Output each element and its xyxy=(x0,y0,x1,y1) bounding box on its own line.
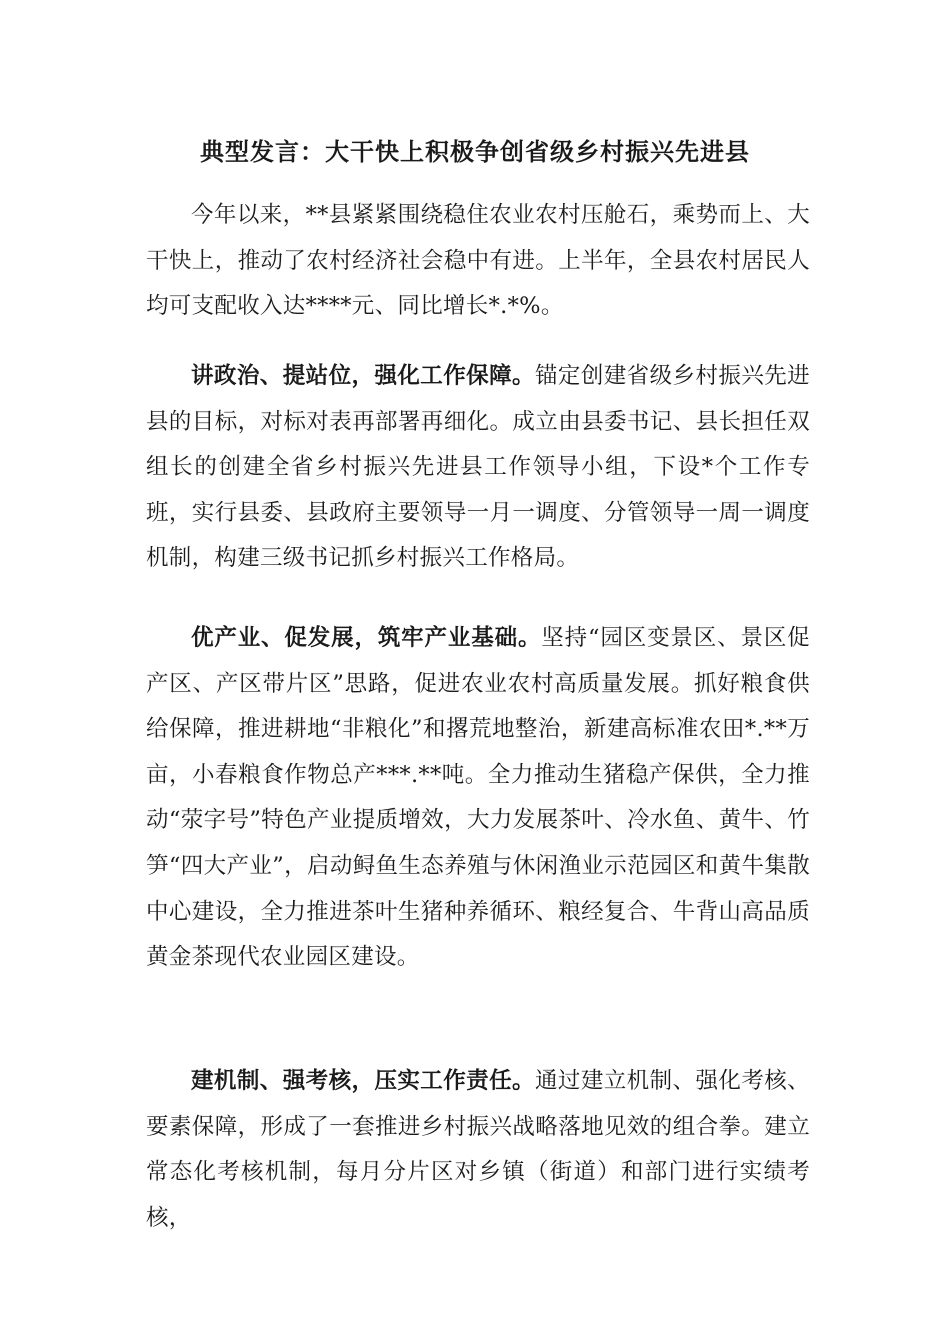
section-body: 锚定创建省级乡村振兴先进县的目标，对标对表再部署再细化。成立由县委书记、县长担任双组长的创建全省乡村振兴先进县工作领导小组，下设*个工作专班，实行县委、县政府主要领导一月一调度、分管领导一周一调度机制，构建三级书记抓乡村振兴工作格局。 xyxy=(146,363,810,572)
document-title: 典型发言：大干快上积极争创省级乡村振兴先进县 xyxy=(200,138,750,166)
section-heading: 建机制、强考核，压实工作责任。 xyxy=(191,1068,535,1094)
section-paragraph-politics xyxy=(146,354,810,582)
section-heading: 优产业、促发展，筑牢产业基础。 xyxy=(191,625,542,651)
section-paragraph-mechanism xyxy=(146,1059,810,1241)
section-body: 坚持“园区变景区、景区促产区、产区带片区”思路，促进农业农村高质量发展。抓好粮食供给保障，推进耕地“非粮化”和撂荒地整治，新建高标准农田*.**万亩，小春粮食作物总产***.**吨。全力推动生猪稳产保供，全力推动“荥字号”特色产业提质增效，大力发展茶叶、冷水鱼、黄牛、竹笋“四大产业”，启动鲟鱼生态养殖与休闲渔业示范园区和黄牛集散中心建设，全力推进茶叶生猪种养循环、粮经复合、牛背山高品质黄金茶现代农业园区建设。 xyxy=(146,625,810,971)
section-paragraph-industry xyxy=(146,616,810,981)
intro-paragraph: 今年以来，**县紧紧围绕稳住农业农村压舱石，乘势而上、大干快上，推动了农村经济社会稳中有进。上半年，全县农村居民人均可支配收入达****元、同比增长*.*%。 xyxy=(146,202,810,320)
section-heading: 讲政治、提站位，强化工作保障。 xyxy=(191,363,535,389)
section-body: 通过建立机制、强化考核、要素保障，形成了一套推进乡村振兴战略落地见效的组合拳。建立常态化考核机制，每月分片区对乡镇（街道）和部门进行实绩考核， xyxy=(146,1068,810,1231)
